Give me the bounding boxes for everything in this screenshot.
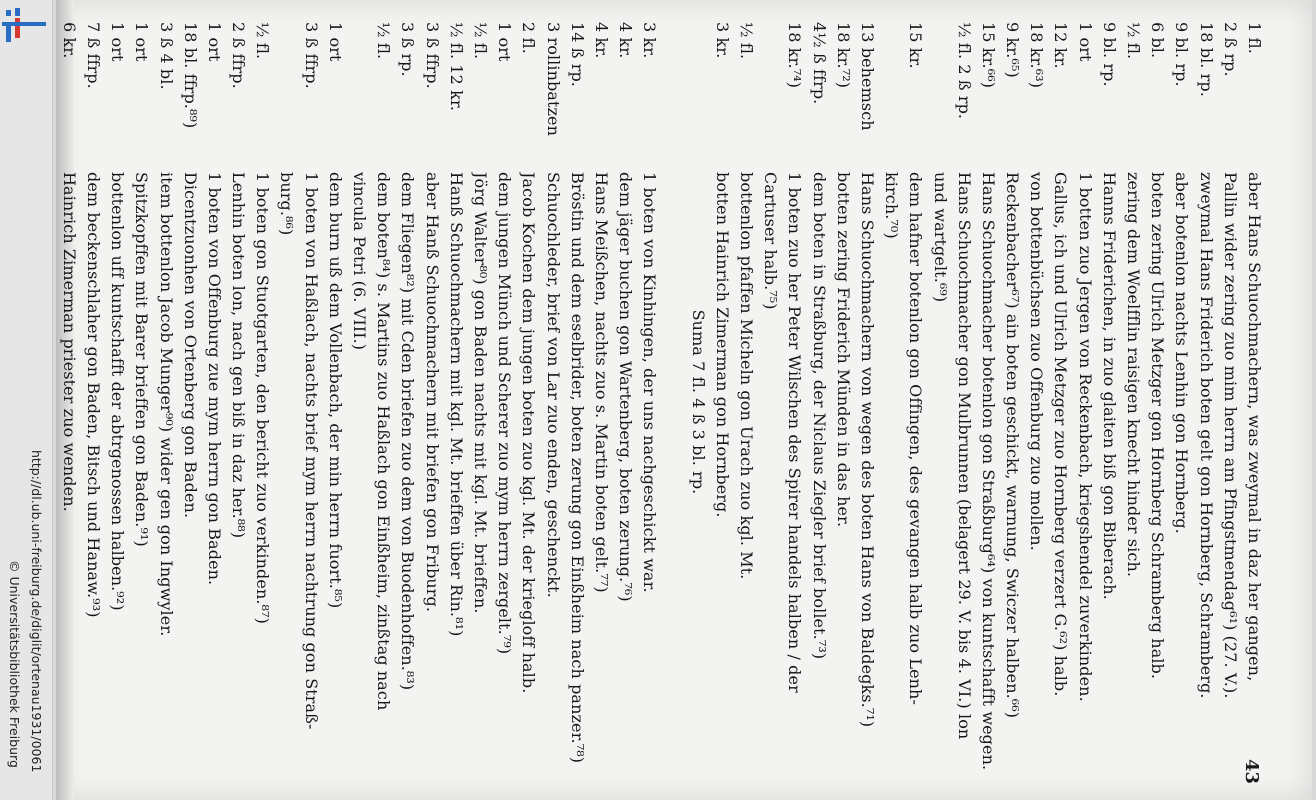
line-text: boten zering Ulrich Metzger gon Hornberg Schramberg halb. <box>1148 172 1168 680</box>
line-text: botten Hainrich Zimerman gon Hornberg. <box>712 172 732 518</box>
line-amount: 18 kr.⁷²) <box>833 22 853 89</box>
account-line <box>79 22 103 782</box>
account-line <box>1143 22 1167 782</box>
line-text: Hans Meißchen, nachts zuo s. Martin boten gelt.⁷⁷) <box>591 172 611 593</box>
line-amount: 3 rollinbatzen <box>543 22 563 137</box>
line-text: Hainrich Zimerman priester zuo wenden. <box>59 172 79 512</box>
line-amount: 12 kr. <box>1051 22 1071 69</box>
account-line <box>804 22 828 782</box>
line-text: bottenlon uff kuntschafft der abtrgenossen halben.⁹²) <box>108 172 128 611</box>
line-amount: 6 bl. <box>1148 22 1168 59</box>
line-text: Hans Schuochmacher botenlon gon Straßburg⁶⁴) von kuntschafft wegen. <box>978 172 998 771</box>
account-line <box>780 22 804 782</box>
line-amount: 13 behemsch <box>858 22 877 131</box>
line-text: aber botenlon nachts Lenhin gon Hornberg. <box>1172 172 1192 534</box>
line-text: zering dem Woelfflin raisigen knecht hinder sich. <box>1124 172 1144 578</box>
line-text: 1 boten von Haßlach, nachts brief mym herrn nachtrung gon Straß- <box>301 172 321 730</box>
line-text: Hans Schuochmacher gon Mulbrunnen (belagert 29. V. bis 4. VI.) lon <box>954 172 974 740</box>
account-line <box>1167 22 1191 782</box>
line-amount: ½ fl. <box>253 22 273 60</box>
line-text: dem burn uß dem Vollenbach, der min herrn fuort.⁸⁵) <box>325 172 345 609</box>
account-line <box>272 22 296 782</box>
account-line <box>200 22 224 782</box>
line-amount: 1 ort <box>495 22 515 62</box>
account-line <box>587 22 611 782</box>
account-line <box>393 22 417 782</box>
line-amount: 18 kr.⁷⁴) <box>785 22 805 89</box>
account-line <box>321 22 345 782</box>
line-text: Schuochleder, brief von Lar zuo enden, geschenckt. <box>543 172 563 598</box>
line-text: 1 boten von Offenburg zue mym herrn gon Baden. <box>204 172 224 586</box>
line-amount: 14 ß rp. <box>567 22 587 87</box>
account-line <box>1046 22 1070 782</box>
line-amount: 15 kr.⁶⁶) <box>978 22 998 89</box>
line-text: aber Hanß Schuochmachern mit briefen gon Friburg. <box>422 172 442 613</box>
account-line <box>417 22 441 782</box>
line-text: botten zering Friderich Münden in das her. <box>833 172 853 528</box>
page-number: 43 <box>1240 758 1262 785</box>
line-amount: 9 bl. rp. <box>1172 22 1192 87</box>
account-line <box>877 22 901 782</box>
line-amount: ½ fl. <box>471 22 490 60</box>
line-amount: 18 bl. ffrp.⁸⁹) <box>180 22 200 129</box>
line-amount: 1 ort <box>325 22 345 62</box>
line-text: Dicentzuonhen von Ortenberg gon Baden. <box>180 172 200 519</box>
line-text: 1 boten gon Stuotgarten, den bericht zuo verkinden.⁸⁷) <box>253 172 273 624</box>
account-line <box>151 22 175 782</box>
account-line <box>1216 22 1240 782</box>
line-text: dem jäger buchen gon Wartenberg, boten zerung.⁷⁶) <box>616 172 636 602</box>
line-text: bottenlon pfaffen Micheln gon Urach zuo kgl. Mt. <box>737 172 757 580</box>
account-line <box>176 22 200 782</box>
line-text: dem hafner botenlon gon Offingen, des gevangen halb zuo Lenh- <box>906 172 926 705</box>
line-text: Hanß Schuochmachern mit kgl. Mt. brieffen über Rin.⁸¹) <box>446 172 466 637</box>
account-line <box>1022 22 1046 782</box>
account-line <box>1095 22 1119 782</box>
line-text: dem beckenschlaher gon Baden, Bitsch und Hanaw.⁹³) <box>84 172 103 618</box>
account-line <box>369 22 393 782</box>
viewer-sidebar <box>0 0 53 800</box>
account-line <box>103 22 127 782</box>
line-amount: 2 ß rp. <box>1220 22 1240 77</box>
copyright-notice: © Universitätsbibliothek Freiburg <box>7 560 22 768</box>
account-line <box>1240 22 1264 785</box>
line-amount: ½ fl. 12 kr. <box>446 22 466 112</box>
account-line <box>925 22 949 782</box>
document-url[interactable]: http://dl.ub.uni-freiburg.de/diglit/ortenau1931/0061 <box>29 450 44 773</box>
account-line <box>490 22 514 782</box>
line-text: Hanns Friderichen, in zuo glaiten biß gon Biberach. <box>1099 172 1119 600</box>
account-line <box>611 22 635 782</box>
line-amount: 1 ort <box>132 22 152 62</box>
account-line <box>538 22 562 782</box>
account-line <box>998 22 1022 782</box>
line-text: 1 boten zuo her Peter Wilschen des Spirer handels halben / der <box>785 172 805 693</box>
account-line <box>901 22 925 782</box>
line-amount: 4½ ß ffrp. <box>809 22 829 105</box>
line-text: burg.⁸⁶) <box>277 172 297 236</box>
line-amount: 7 ß ffrp. <box>84 22 103 89</box>
line-amount: 1 ort <box>108 22 128 62</box>
line-amount: ½ fl. <box>374 22 394 60</box>
account-line <box>297 22 321 782</box>
account-line <box>659 22 683 782</box>
line-amount: ½ fl. <box>1124 22 1144 60</box>
account-line <box>732 22 756 782</box>
account-line <box>563 22 587 782</box>
account-line <box>974 22 998 782</box>
account-line <box>853 22 877 782</box>
line-amount: 2 ß ffrp. <box>229 22 249 89</box>
line-amount: 3 ß ffrp. <box>301 22 321 89</box>
line-amount: 15 kr. <box>906 22 926 69</box>
line-amount: 9 bl. rp. <box>1099 22 1119 87</box>
account-line <box>950 22 974 782</box>
university-logo-icon <box>2 6 46 46</box>
line-text: kirch.⁷⁰) <box>882 172 902 239</box>
line-amount: 3 ß ffrp. <box>422 22 442 89</box>
account-line <box>708 22 732 782</box>
account-line <box>756 22 780 782</box>
account-line <box>1119 22 1143 782</box>
account-line <box>56 22 79 782</box>
line-amount: 1 fl. <box>1245 22 1264 54</box>
line-text: Suma 7 fl. 4 ß 3 bl. rp. <box>688 309 708 495</box>
line-text: aber Hans Schuochmachern, was zweymal in daz her gangen, <box>1245 172 1264 682</box>
line-amount: ½ fl. 2 ß rp. <box>954 22 974 120</box>
account-line <box>466 22 490 782</box>
line-text: Lenhin boten lon, nach gen biß in daz her.⁸⁸) <box>229 172 249 539</box>
line-text: dem jungen Münch und Scherer zuo mym herrn zergelt.⁷⁹) <box>495 172 515 655</box>
line-text: Bröstin und dem eselbrider, boten zerung gon Einßheim nach panzer.⁷⁸) <box>567 172 587 764</box>
line-text: Spitzkopffen mit Barer brieffen gon Baden.⁹¹) <box>132 172 152 547</box>
line-amount: 3 kr. <box>640 22 660 59</box>
line-amount: 6 kr. <box>59 22 79 59</box>
line-text: Gallus, ich und Ulrich Metzger zuo Hornberg verzert G.⁶²) halb. <box>1051 172 1071 697</box>
line-text: dem Fliegen⁸²) mit Cden briefen zuo dem von Buodenhoffen.⁸³) <box>398 172 418 691</box>
line-amount: 3 kr. <box>712 22 732 59</box>
line-text: Reckenbacher⁶⁷) ain boten geschickt, warnung, Swiczer halben.⁶⁶) <box>1003 172 1023 719</box>
sum-line <box>684 22 708 782</box>
line-amount: 2 fl. <box>519 22 539 54</box>
line-text: Pallin wider zering zuo mim herrn am Pfingstmendag⁶¹) (27. V.). <box>1220 172 1240 699</box>
line-text: zweymal Hans Friderich boten gelt gon Hornberg, Schramberg. <box>1196 172 1216 699</box>
account-line <box>1191 22 1215 782</box>
account-line <box>224 22 248 782</box>
line-text: vincula Petri (6. VIII.) <box>350 172 370 351</box>
line-amount: 1 ort <box>1075 22 1095 62</box>
account-line <box>127 22 151 782</box>
account-line <box>514 22 538 782</box>
line-amount: 18 kr.⁶³) <box>1027 22 1047 89</box>
account-line <box>442 22 466 782</box>
line-text: von bottenbüchsen zuo Offenburg zuo mollen. <box>1027 172 1047 551</box>
line-text: 1 boten von Kinhingen, der uns nachgeschickt war. <box>640 172 660 593</box>
account-line <box>248 22 272 782</box>
line-text: dem boten in Straßburg, der Niclaus Ziegler brief bollet.⁷³) <box>809 172 829 660</box>
line-text: 1 botten zuo Jergen von Reckenbach, kriegshendel zuverkinden. <box>1075 172 1095 702</box>
line-text: Cartuser halb.⁷⁵) <box>761 172 781 310</box>
account-line <box>1071 22 1095 782</box>
account-line <box>635 22 659 782</box>
line-amount: 3 ß 4 bl. <box>156 22 176 90</box>
scanned-page <box>56 0 1312 800</box>
line-text: Hans Schuochmachern von wegen des boten Hans von Baldegks.⁷¹) <box>858 172 877 728</box>
line-amount: 9 kr.⁶⁵) <box>1003 22 1023 78</box>
line-amount: 3 ß rp. <box>398 22 418 77</box>
line-amount: 18 bl. rp. <box>1196 22 1216 97</box>
page-text-block <box>59 22 1264 785</box>
line-text: dem boten⁸⁴) s. Martins zuo Haßlach gon Einßheim, zinßtag nach <box>374 172 394 711</box>
line-text: und wartgelt.⁶⁹) <box>930 172 950 303</box>
line-amount: ½ fl. <box>737 22 757 60</box>
line-amount: 4 kr. <box>616 22 636 59</box>
line-text: Jacob Kochen dem jungen boten zuo kgl. Mt. der kriegloff halb. <box>519 172 539 694</box>
line-text: item bottenlon Jacob Munger⁹⁰) wider gen gon Ingwyler. <box>156 172 176 637</box>
line-amount: 4 kr. <box>591 22 611 59</box>
account-line <box>345 22 369 782</box>
account-line <box>829 22 853 782</box>
line-text: Jörg Walter⁸⁰) gon Baden nachts mit kgl. Mt. brieffen. <box>471 172 490 614</box>
line-amount: 1 ort <box>204 22 224 62</box>
